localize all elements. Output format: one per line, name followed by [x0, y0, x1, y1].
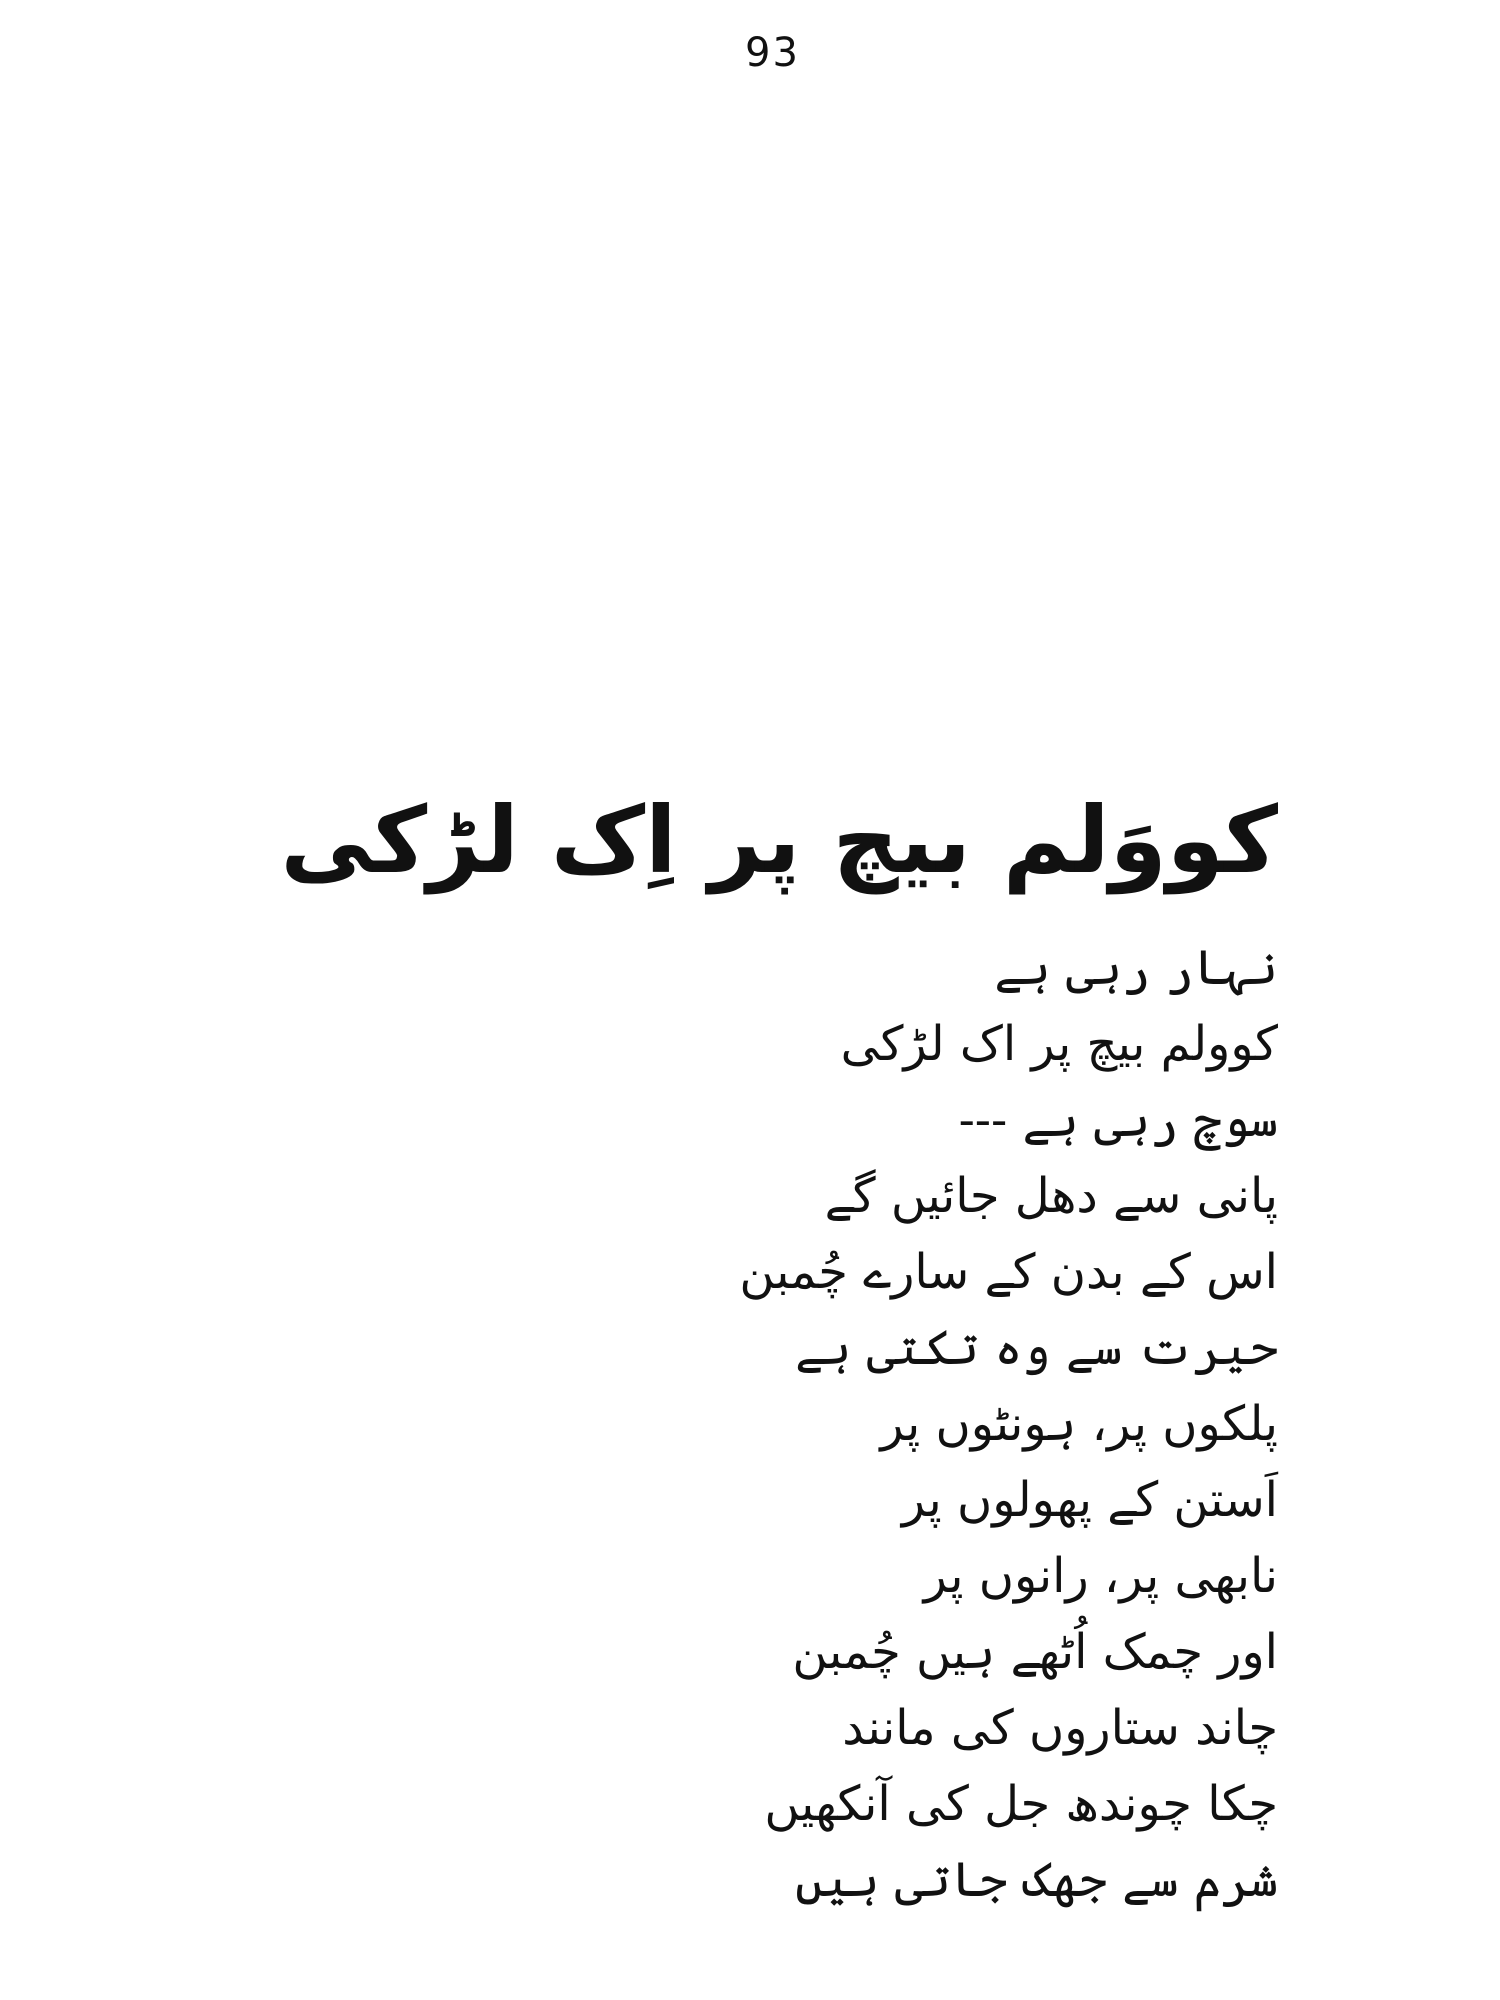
- poem-line: اس کے بدن کے سارے چُمبن: [739, 1244, 1278, 1300]
- poem-line: سوچ رہی ہے ---: [958, 1092, 1278, 1148]
- poem-line: شرم سے جھک جاتی ہیں: [795, 1852, 1278, 1908]
- poem-line: نابھی پر، رانوں پر: [923, 1548, 1278, 1604]
- poem-line: چکا چوندھ جل کی آنکھیں: [764, 1776, 1278, 1832]
- poem-line: اَستن کے پھولوں پر: [901, 1472, 1278, 1528]
- poem-line: پلکوں پر، ہونٹوں پر: [880, 1396, 1278, 1452]
- poem-line: کوولم بیچ پر اک لڑکی: [840, 1016, 1278, 1072]
- poem-line: اور چمک اُٹھے ہیں چُمبن: [792, 1624, 1278, 1680]
- poem-title: کووَلم بیچ پر اِک لڑکی: [280, 787, 1278, 894]
- poem-line: پانی سے دھل جائیں گے: [824, 1168, 1278, 1224]
- poem-line: حیرت سے وہ تکتی ہے: [795, 1320, 1278, 1376]
- poem-body: [378, 930, 1278, 1918]
- page-number: 93: [745, 30, 800, 76]
- poem-line: چاند ستاروں کی مانند: [842, 1700, 1278, 1756]
- poem-line: نہار رہی ہے: [994, 940, 1278, 996]
